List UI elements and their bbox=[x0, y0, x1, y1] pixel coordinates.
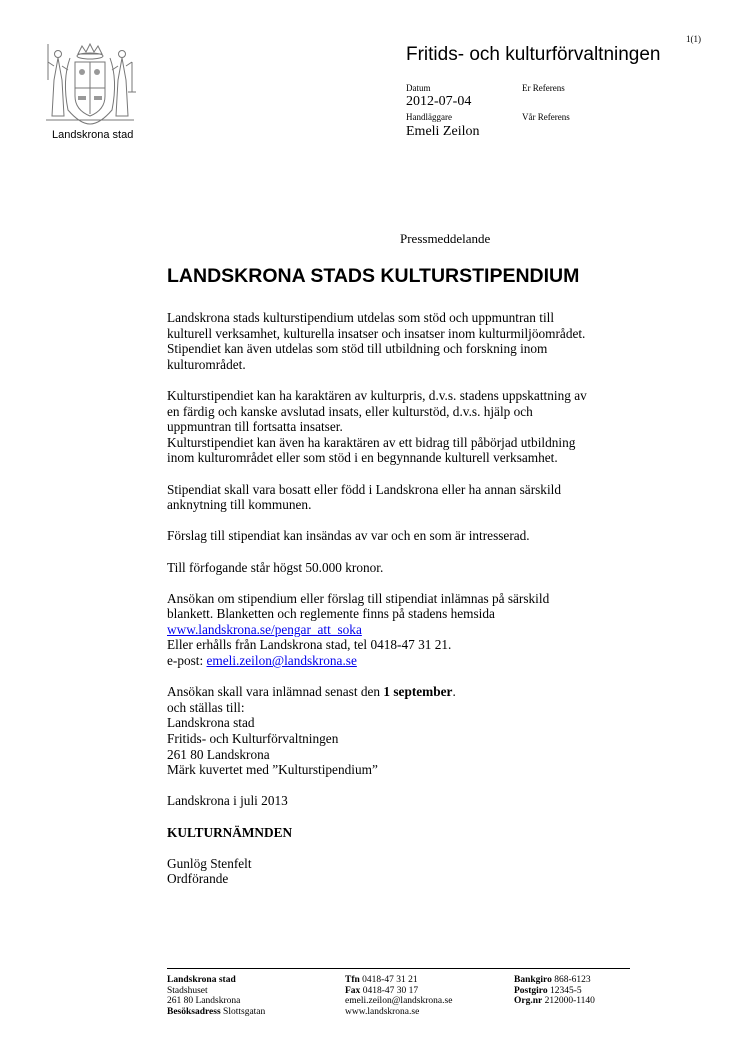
text-line: Märk kuvertet med ”Kulturstipendium” bbox=[167, 762, 378, 778]
footer-contact bbox=[345, 975, 452, 1017]
text-line bbox=[167, 653, 667, 669]
text-line: Kulturstipendiet kan ha karaktären av kulturpris, d.v.s. stadens uppskattning av bbox=[167, 387, 587, 403]
text-line: blankett. Blanketten och reglemente finns på stadens hemsida bbox=[167, 606, 495, 622]
text-line: Fritids- och Kulturförvaltningen bbox=[167, 731, 339, 747]
footer-building: Stadshuset bbox=[167, 985, 208, 996]
text-line: kulturområdet. bbox=[167, 356, 246, 372]
department-name: Fritids- och kulturförvaltningen bbox=[406, 44, 661, 65]
coat-of-arms-logo bbox=[40, 40, 140, 130]
footer-divider bbox=[167, 968, 630, 969]
paragraph-eligibility bbox=[167, 482, 667, 513]
text-line bbox=[167, 622, 667, 638]
text-line: Förslag till stipendiat kan insändas av var och en som är intresserad. bbox=[167, 528, 530, 544]
footer-org-name: Landskrona stad bbox=[167, 975, 236, 985]
page-title: LANDSKRONA STADS KULTURSTIPENDIUM bbox=[167, 265, 580, 287]
committee-name: KULTURNÄMNDEN bbox=[167, 824, 293, 840]
footer-postgiro bbox=[514, 986, 595, 997]
footer-visit-label: Besöksadress bbox=[167, 1006, 221, 1017]
text-line: Landskrona i juli 2013 bbox=[167, 793, 288, 809]
footer-phone-value: 0418-47 31 21 bbox=[359, 975, 418, 985]
email-link[interactable]: emeli.zeilon@landskrona.se bbox=[206, 653, 357, 669]
footer-fax bbox=[345, 986, 452, 997]
footer-payment bbox=[514, 975, 595, 1007]
footer-bankgiro-value: 868-6123 bbox=[551, 975, 591, 985]
text-line: uppmuntran till fortsatta insatser. bbox=[167, 419, 343, 435]
footer-bankgiro-label: Bankgiro bbox=[514, 975, 552, 985]
text-line: en färdig och kanske avslutad insats, eller kulturstöd, d.v.s. hjälp och bbox=[167, 403, 533, 419]
datum-value: 2012-07-04 bbox=[406, 94, 472, 109]
paragraph-amount bbox=[167, 560, 667, 576]
text-line: och ställas till: bbox=[167, 699, 245, 715]
text-line: kulturell verksamhet, kulturella insatser och insatser inom kulturmiljöområdet. bbox=[167, 325, 586, 341]
footer-fax-label: Fax bbox=[345, 985, 361, 996]
text-line: Till förfogande står högst 50.000 kronor. bbox=[167, 559, 384, 575]
city-name: Landskrona stad bbox=[52, 129, 134, 141]
text-line: Stipendiet kan även utdelas som stöd till utbildning och forskning inom bbox=[167, 341, 548, 357]
text-line: Kulturstipendiet kan även ha karaktären av ett bidrag till påbörjad utbildning bbox=[167, 434, 576, 450]
footer-address bbox=[167, 975, 265, 1017]
footer-postgiro-label: Postgiro bbox=[514, 985, 548, 996]
footer-postal: 261 80 Landskrona bbox=[167, 996, 241, 1007]
er-referens-label: Er Referens bbox=[522, 83, 565, 93]
signer-title: Ordförande bbox=[167, 871, 229, 887]
paragraph-deadline bbox=[167, 684, 667, 778]
text-line: Landskrona stads kulturstipendium utdelas som stöd och uppmuntran till bbox=[167, 310, 555, 325]
footer-visit-value: Slottsgatan bbox=[220, 1006, 266, 1017]
text-line: Stipendiat skall vara bosatt eller född i Landskrona eller ha annan särskild bbox=[167, 481, 561, 497]
text-line bbox=[167, 684, 667, 700]
footer-phone-label: Tfn bbox=[345, 975, 360, 985]
paragraph-signature bbox=[167, 856, 667, 887]
email-prefix: e-post: bbox=[167, 653, 207, 669]
text-line: Ansökan om stipendium eller förslag till stipendiat inlämnas på särskild bbox=[167, 590, 550, 606]
document-body bbox=[167, 310, 667, 903]
handlaggare-label: Handläggare bbox=[406, 112, 452, 122]
deadline-date: 1 september bbox=[383, 684, 453, 700]
var-referens-label: Vår Referens bbox=[522, 112, 570, 122]
paragraph-character bbox=[167, 388, 667, 466]
paragraph-application bbox=[167, 591, 667, 669]
text-line: Landskrona stad bbox=[167, 715, 255, 731]
paragraph-place-date bbox=[167, 793, 667, 809]
footer-postgiro-value: 12345-5 bbox=[547, 985, 582, 996]
footer-bankgiro bbox=[514, 975, 595, 986]
document-type: Pressmeddelande bbox=[400, 231, 491, 246]
footer-email: emeli.zeilon@landskrona.se bbox=[345, 996, 453, 1007]
footer-visit-address bbox=[167, 1007, 265, 1018]
deadline-prefix: Ansökan skall vara inlämnad senast den bbox=[167, 684, 384, 700]
paragraph-committee bbox=[167, 825, 667, 841]
text-line: anknytning till kommunen. bbox=[167, 497, 312, 513]
footer-website: www.landskrona.se bbox=[345, 1006, 420, 1017]
text-line: inom kulturområdet eller som stöd i en begynnande kulturell verksamhet. bbox=[167, 450, 558, 466]
footer-orgnr bbox=[514, 996, 595, 1007]
text-line: Eller erhålls från Landskrona stad, tel 0418-47 31 21. bbox=[167, 637, 452, 653]
footer-orgnr-label: Org.nr bbox=[514, 996, 543, 1007]
footer-fax-value: 0418-47 30 17 bbox=[360, 985, 419, 996]
page-number: 1(1) bbox=[686, 34, 701, 44]
signer-name: Gunlög Stenfelt bbox=[167, 855, 252, 871]
footer-phone bbox=[345, 975, 452, 986]
footer-orgnr-value: 212000-1140 bbox=[542, 996, 595, 1007]
paragraph-purpose bbox=[167, 310, 667, 372]
handlaggare-value: Emeli Zeilon bbox=[406, 124, 480, 139]
paragraph-nomination bbox=[167, 528, 667, 544]
deadline-suffix: . bbox=[452, 684, 456, 700]
website-link[interactable]: www.landskrona.se/pengar_att_soka bbox=[167, 621, 362, 637]
datum-label: Datum bbox=[406, 83, 431, 93]
text-line: 261 80 Landskrona bbox=[167, 746, 270, 762]
